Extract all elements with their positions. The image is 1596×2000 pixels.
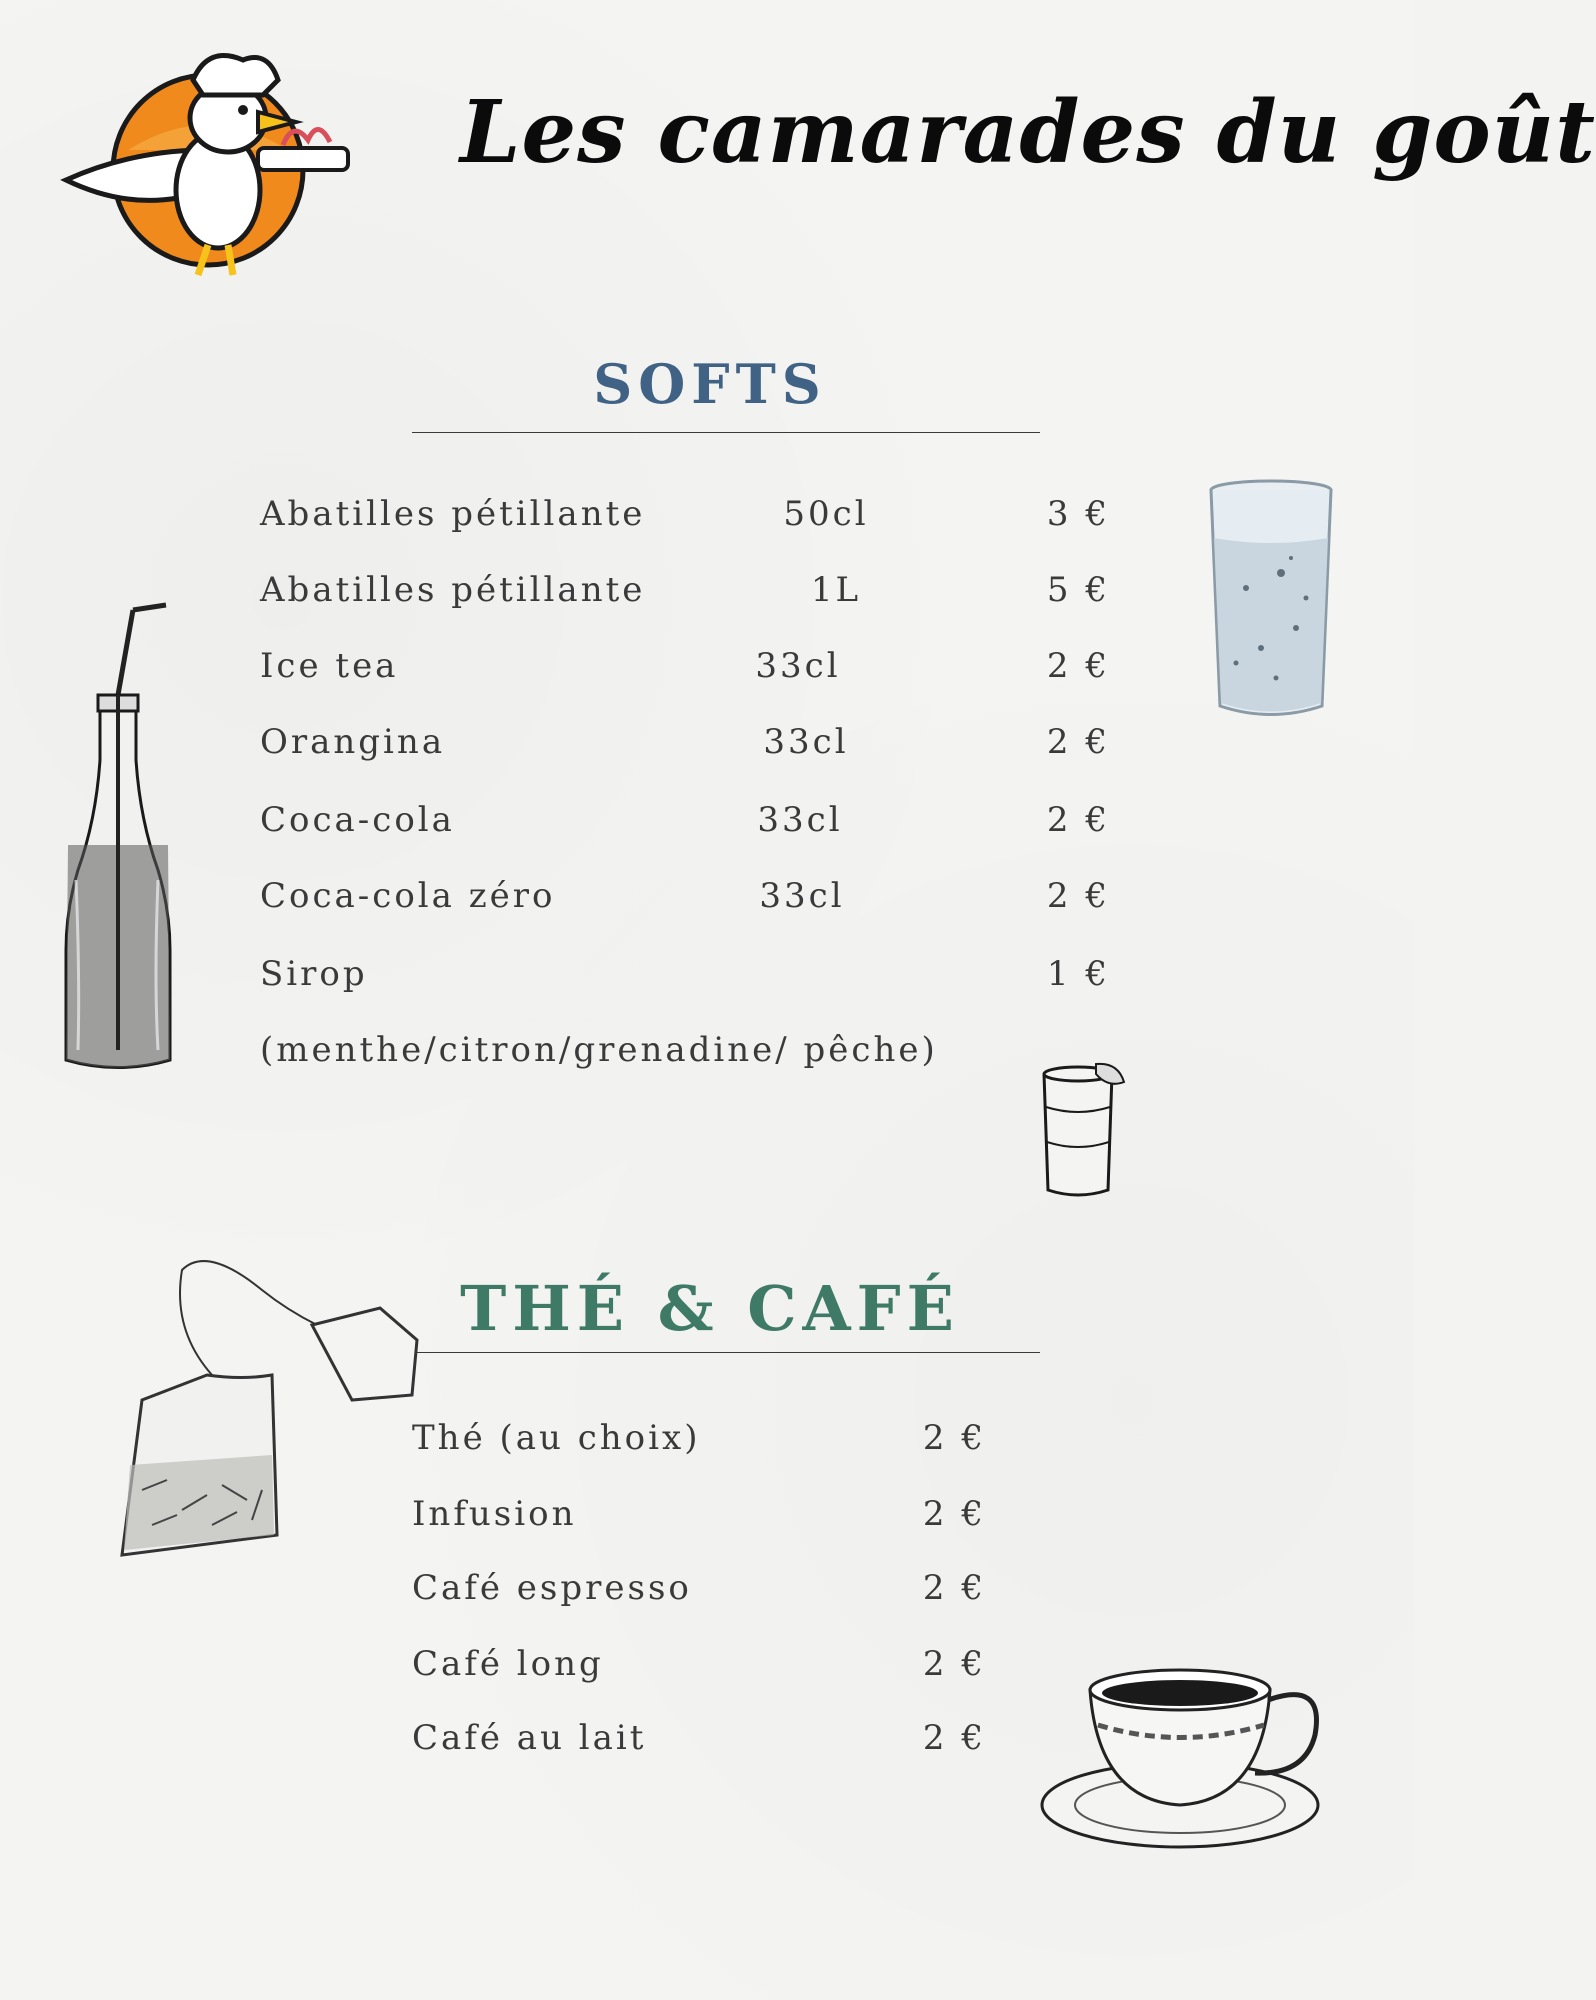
menu-item-price: 2 € (922, 1718, 986, 1758)
seagull-chef-logo (58, 40, 358, 285)
menu-item-price: 3 € (1046, 494, 1110, 534)
iced-drink-icon (1038, 1062, 1128, 1202)
menu-item-volume: 33cl (757, 800, 843, 840)
softs-section-title: SOFTS (593, 352, 827, 416)
sirop-flavours-note: (menthe/citron/grenadine/ pêche) (260, 1030, 938, 1070)
menu-item-price: 1 € (1046, 954, 1110, 994)
menu-item-price: 2 € (1046, 876, 1110, 916)
restaurant-title: Les camarades du goût (460, 82, 1596, 183)
menu-item-name: Café au lait (412, 1718, 647, 1758)
menu-item-name: Abatilles pétillante (260, 570, 646, 610)
soda-bottle-icon (58, 600, 178, 1075)
menu-item-volume: 1L (810, 570, 862, 610)
menu-item-name: Café espresso (412, 1568, 692, 1608)
menu-item-price: 2 € (1046, 800, 1110, 840)
softs-divider (412, 432, 1040, 433)
menu-item-volume: 33cl (755, 646, 841, 686)
tea-coffee-section-title: THÉ & CAFÉ (460, 1272, 960, 1345)
menu-item-name: Abatilles pétillante (260, 494, 646, 534)
menu-item-name: Infusion (412, 1494, 577, 1534)
menu-item-name: Coca-cola zéro (260, 876, 556, 916)
tea-bag-icon (112, 1250, 422, 1570)
menu-item-volume: 33cl (763, 722, 849, 762)
water-glass-icon (1206, 478, 1336, 728)
menu-item-price: 5 € (1046, 570, 1110, 610)
menu-item-volume: 50cl (783, 494, 869, 534)
coffee-cup-icon (1040, 1655, 1330, 1855)
menu-item-price: 2 € (922, 1644, 986, 1684)
menu-item-name: Ice tea (260, 646, 399, 686)
menu-item-name: Orangina (260, 722, 446, 762)
menu-item-price: 2 € (922, 1494, 986, 1534)
menu-item-price: 2 € (922, 1418, 986, 1458)
menu-item-price: 2 € (1046, 722, 1110, 762)
tea-coffee-divider (412, 1352, 1040, 1353)
menu-item-volume: 33cl (759, 876, 845, 916)
menu-item-price: 2 € (922, 1568, 986, 1608)
menu-item-name: Coca-cola (260, 800, 455, 840)
menu-item-name: Café long (412, 1644, 604, 1684)
menu-item-name: Thé (au choix) (412, 1418, 701, 1458)
menu-item-price: 2 € (1046, 646, 1110, 686)
menu-item-name: Sirop (260, 954, 368, 994)
